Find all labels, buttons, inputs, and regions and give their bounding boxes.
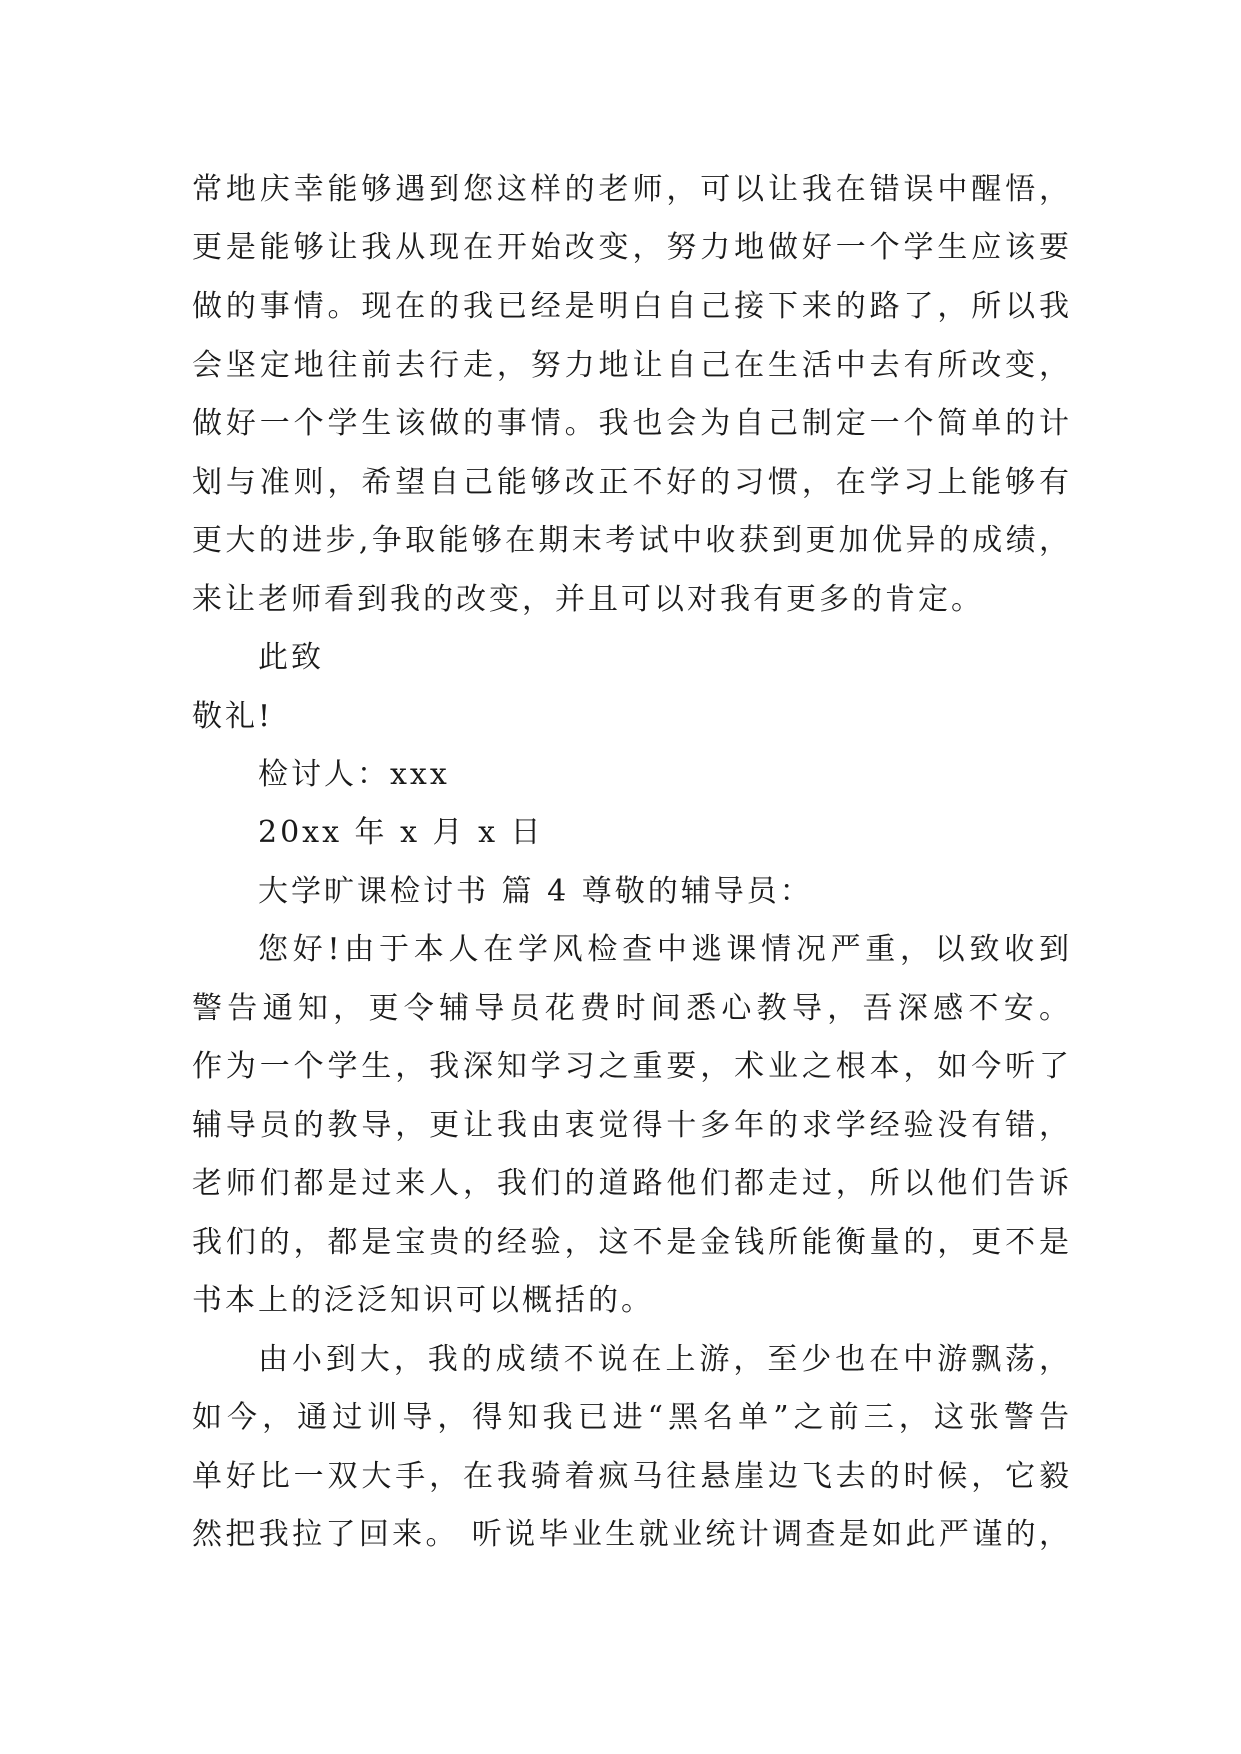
text-line-15: 警告通知，更令辅导员花费时间悉心教导，吾深感不安。 bbox=[192, 991, 1072, 1026]
text-line-7: 更大的进步,争取能够在期末考试中收获到更加优异的成绩， bbox=[192, 523, 1072, 558]
text-line-22: 如今，通过训导，得知我已进“黑名单”之前三，这张警告 bbox=[192, 1400, 1072, 1435]
text-line-3: 做的事情。现在的我已经是明白自己接下来的路了，所以我 bbox=[192, 289, 1072, 324]
text-line-4: 会坚定地往前去行走，努力地让自己在生活中去有所改变， bbox=[192, 348, 1072, 383]
closing-salutation: 此致 bbox=[258, 640, 324, 675]
text-line-14: 您好!由于本人在学风检查中逃课情况严重，以致收到 bbox=[258, 932, 1072, 967]
date-line: 20xx 年 x 月 x 日 bbox=[258, 815, 544, 850]
section-heading: 大学旷课检讨书 篇 4 尊敬的辅导员： bbox=[258, 874, 813, 909]
signature-line: 检讨人：xxx bbox=[258, 757, 450, 792]
closing-regards: 敬礼! bbox=[192, 699, 274, 734]
text-line-5: 做好一个学生该做的事情。我也会为自己制定一个简单的计 bbox=[192, 406, 1072, 441]
text-line-20: 书本上的泛泛知识可以概括的。 bbox=[192, 1283, 654, 1318]
text-line-19: 我们的，都是宝贵的经验，这不是金钱所能衡量的，更不是 bbox=[192, 1225, 1072, 1260]
text-line-8: 来让老师看到我的改变，并且可以对我有更多的肯定。 bbox=[192, 582, 984, 617]
text-line-23: 单好比一双大手，在我骑着疯马往悬崖边飞去的时候，它毅 bbox=[192, 1459, 1072, 1494]
text-line-2: 更是能够让我从现在开始改变，努力地做好一个学生应该要 bbox=[192, 230, 1072, 265]
text-line-6: 划与准则，希望自己能够改正不好的习惯，在学习上能够有 bbox=[192, 465, 1072, 500]
text-line-24: 然把我拉了回来。 听说毕业生就业统计调查是如此严谨的， bbox=[192, 1517, 1072, 1552]
text-line-1: 常地庆幸能够遇到您这样的老师，可以让我在错误中醒悟， bbox=[192, 172, 1072, 207]
text-line-21: 由小到大，我的成绩不说在上游，至少也在中游飘荡， bbox=[258, 1342, 1072, 1377]
text-line-18: 老师们都是过来人，我们的道路他们都走过，所以他们告诉 bbox=[192, 1166, 1072, 1201]
text-line-16: 作为一个学生，我深知学习之重要，术业之根本，如今听了 bbox=[192, 1049, 1072, 1084]
text-line-17: 辅导员的教导，更让我由衷觉得十多年的求学经验没有错， bbox=[192, 1108, 1072, 1143]
